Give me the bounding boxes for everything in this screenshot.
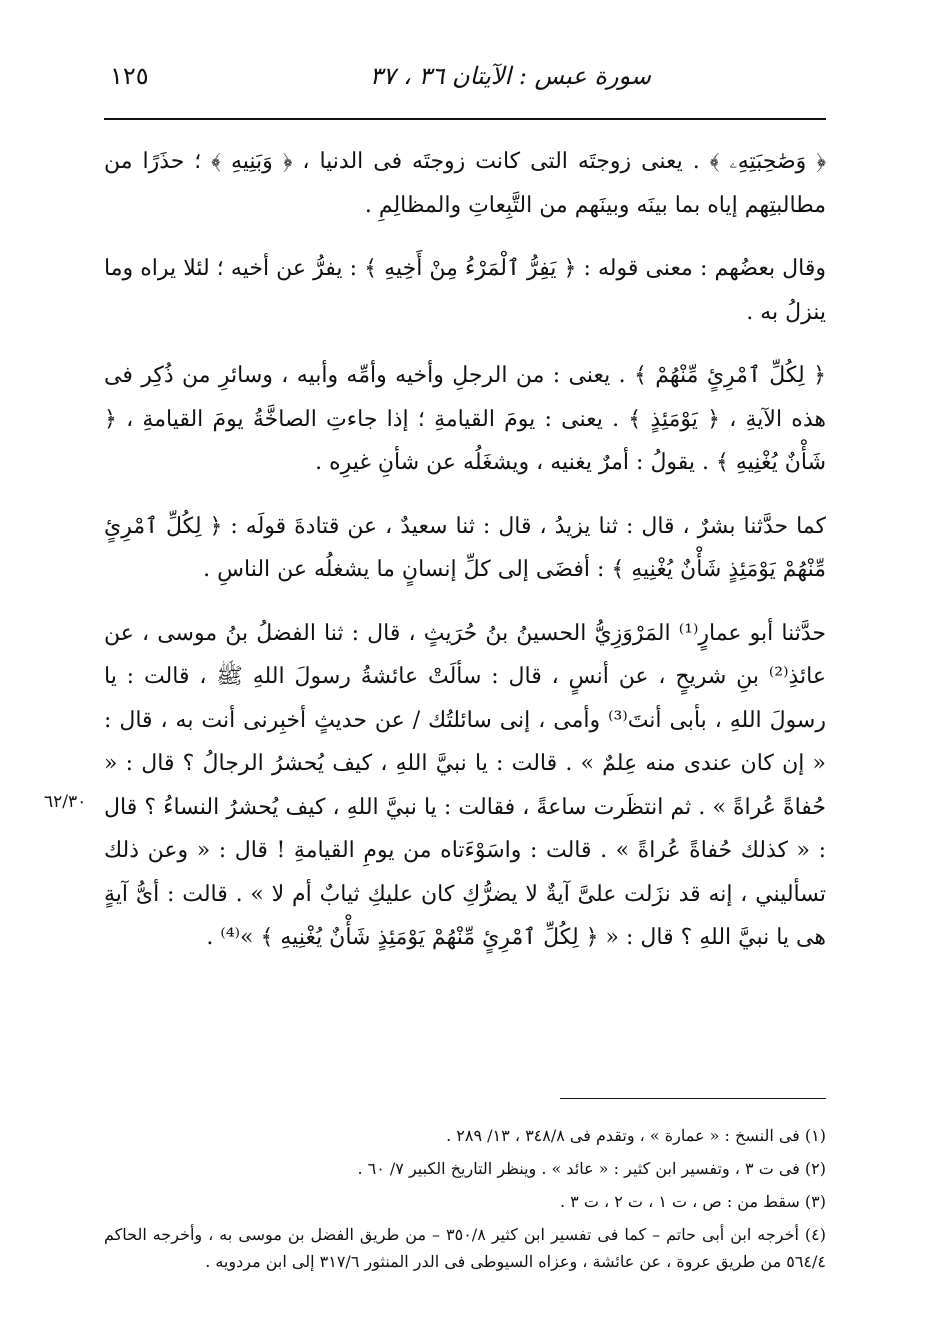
- main-text: [104, 140, 826, 960]
- paragraph: كما حدَّثنا بشرٌ ، قال : ثنا يزيدُ ، قال : ثنا سعيدٌ ، عن قتادةَ قولَه : ﴿ لِكُلِّ ٱمْرِئٍ مِّنْهُمْ يَوْمَئِذٍ شَأْنٌ يُغْنِيهِ ﴾ : أفضَى إلى كلِّ إنسانٍ ما يشغلُه عن الناسِ .: [104, 513, 826, 582]
- paragraph: ﴿ وَصَٰحِبَتِهِۦ ﴾ . يعنى زوجتَه التى كانت زوجتَه فى الدنيا ، ﴿ وَبَنِيهِ ﴾ ؛ حذَرًا من مطالبتِهم إياه بما بينَه وبينَهم من التَّبِعاتِ والمظالِمِ .: [104, 149, 826, 218]
- footnote: (٤) أخرجه ابن أبى حاتم – كما فى تفسير ابن كثير ٣٥٠/٨ – من طريق الفضل بن موسى به ، وأخرجه الحاكم ٥٦٤/٤ من طريق عروة ، عن عائشة ، وعزاه السيوطى فى الدر المنثور ٣١٧/٦ إلى ابن مردويه .: [104, 1225, 826, 1271]
- footnote: (٣) سقط من : ص ، ت ١ ، ت ٢ ، ت ٣ .: [559, 1192, 826, 1211]
- paragraph: حدَّثنا أبو عمارٍ⁽¹⁾ المَرْوَزِيُّ الحسينُ بنُ حُرَيثٍ ، قال : ثنا الفضلُ بنُ موسى ، عن عائذِ⁽²⁾ بنِ شريحٍ ، عن أنسٍ ، قال : سألَتْ عائشةُ رسولَ اللهِ ﷺ ، قالت : يا رسولَ اللهِ ، بأبى أنتَ⁽³⁾ وأمى ، إنى سائلتُك / عن حديثٍ أخبِرنى أنت به ، قال : « إن كان عندى منه عِلمٌ » . قالت : يا نبيَّ اللهِ ، كيف يُحشرُ الرجالُ ؟ قال : « حُفاةً عُراةً » . ثم انتظَرت ساعةً ، فقالت : يا نبيَّ اللهِ ، كيف يُحشرُ النساءُ ؟ قال : « كذلك حُفاةً عُراةً » . قالت : واسَوْءَتاه من يومِ القيامةِ ! قال : « وعن ذلك تسأليني ، إنه قد نزَلت علىَّ آيةٌ لا يضرُّكِ كان عليكِ ثيابٌ أم لا » . قالت : أىُّ آيةٍ هى يا نبيَّ اللهِ ؟ قال : « ﴿ لِكُلِّ ٱمْرِئٍ مِّنْهُمْ يَوْمَئِذٍ شَأْنٌ يُغْنِيهِ ﴾ »⁽⁴⁾ .: [104, 620, 827, 950]
- footnote: (١) فى النسخ : « عمارة » ، وتقدم فى ٣٤٨/٨ ، ١٣/ ٢٨٩ .: [446, 1126, 826, 1145]
- footnotes: [104, 1122, 826, 1281]
- paragraph: ﴿ لِكُلِّ ٱمْرِئٍ مِّنْهُمْ ﴾ . يعنى : من الرجلِ وأخيه وأمِّه وأبيه ، وسائرِ من ذُكِر فى هذه الآيةِ ، ﴿ يَوْمَئِذٍ ﴾ . يعنى : يومَ القيامةِ ؛ إذا جاءتِ الصاخَّةُ يومَ القيامةِ ، ﴿ شَأْنٌ يُغْنِيهِ ﴾ . يقولُ : أمرٌ يغنيه ، ويشغَلُه عن شأنِ غيرِه .: [104, 363, 826, 475]
- paragraph: وقال بعضُهم : معنى قوله : ﴿ يَفِرُّ ٱلْمَرْءُ مِنْ أَخِيهِ ﴾ : يفرُّ عن أخيه ؛ لئلا يراه وما ينزلُ به .: [104, 256, 826, 325]
- margin-reference: ٦٢/٣٠: [44, 792, 87, 812]
- header-rule: [104, 118, 826, 120]
- running-head-title: سورة عبس : الآيتان ٣٦ ، ٣٧: [369, 62, 651, 90]
- running-head: [104, 60, 826, 104]
- footnote-rule: [560, 1098, 826, 1099]
- page-number: ١٢٥: [110, 62, 149, 90]
- footnote: (٢) فى ت ٣ ، وتفسير ابن كثير : « عائد » . وينظر التاريخ الكبير ٧/ ٦٠ .: [357, 1159, 826, 1178]
